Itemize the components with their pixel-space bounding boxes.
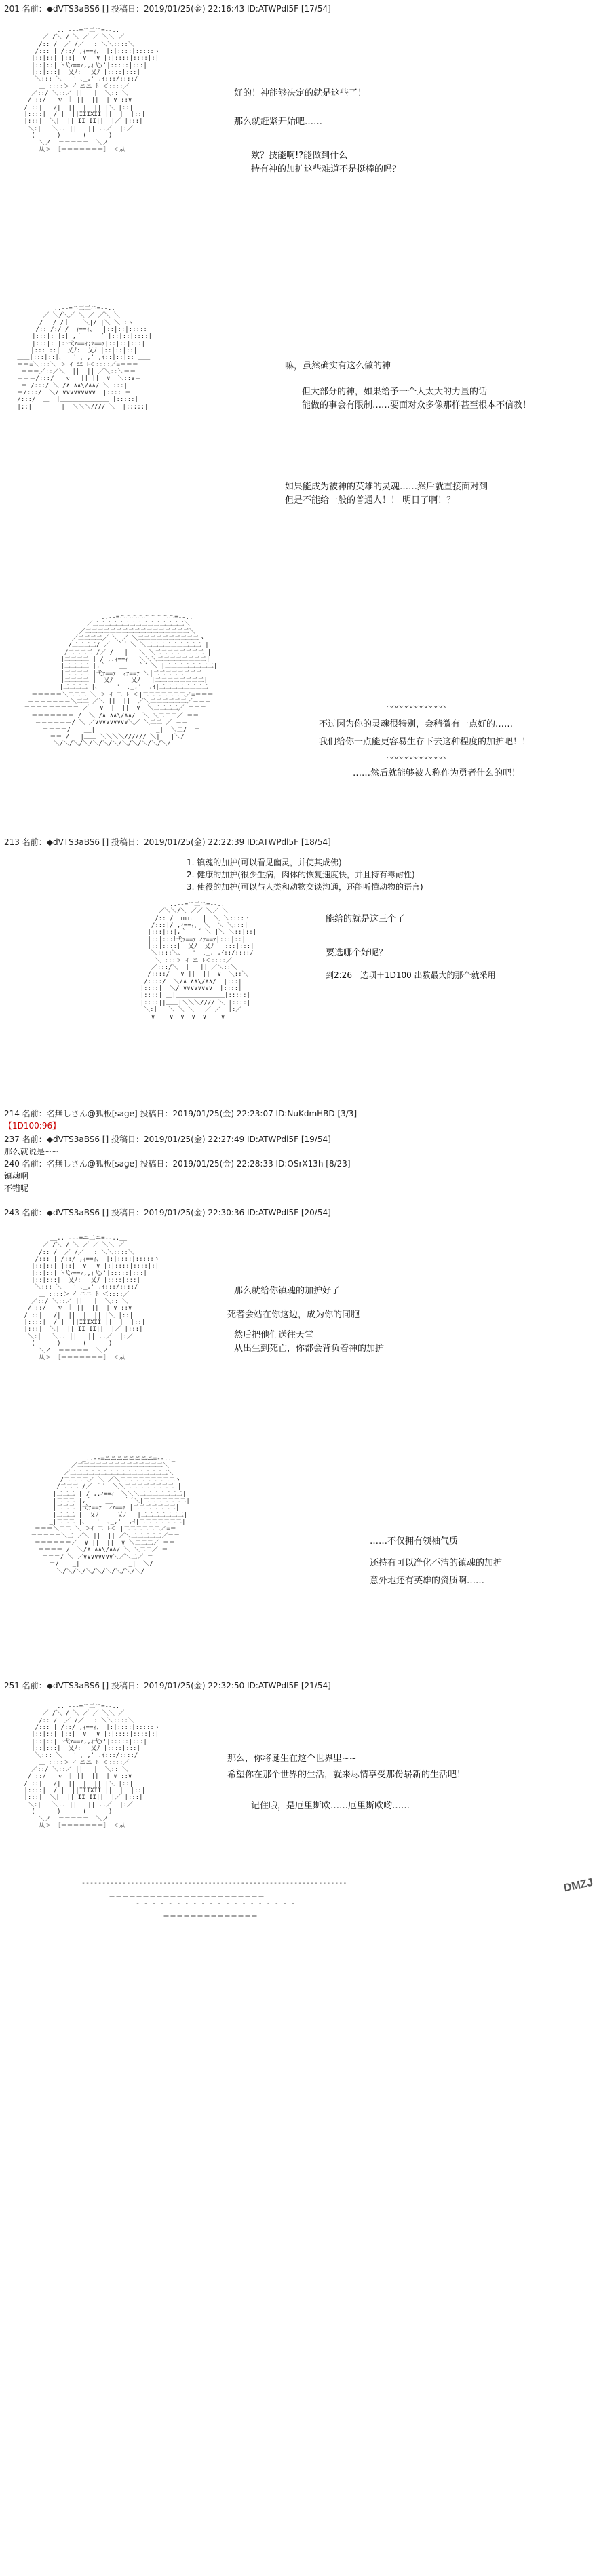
post-header-240: 240 名前：名無しさん@狐板[sage] 投稿日：2019/01/25(金) 22:28:33 ID:OSrX13h [8/23] bbox=[4, 1159, 351, 1169]
speech-243-5: ……不仅拥有领袖气质 bbox=[370, 1536, 459, 1547]
footer-divider: ----------------------------------------------------------------- bbox=[81, 1880, 347, 1887]
post-header-214: 214 名前：名無しさん@狐板[sage] 投稿日：2019/01/25(金) 22:23:07 ID:NuKdmHBD [3/3] bbox=[4, 1109, 358, 1118]
speech-213-2: 要选哪个好呢？ bbox=[326, 948, 388, 958]
wave-decoration-2: ⌒⌒⌒⌒⌒⌒⌒⌒⌒⌒⌒⌒ bbox=[387, 753, 446, 763]
aa-art-2: _..-‐=ニ二二ニ=‐-.._ ／ ＼/＼／ ＼ ／ ／＼ ＼ / / /｜ ＼|/ |＼ ＼ :ヽ /:: /:/ / ｨ==ｨ、 |::|::|:::::| |:::|: |:| ,｀ ´ |::|::|::::| |:::|: |:ﾄ弋ｧ==ｨ;ﾃ==ｧ|::|::|:::| |:::|::| 乂ﾉ: 乂ﾉ |::|::|::| ＿＿|:::|::|､ ' ､_,' ,ｲ::|::|::|＿＿ ＝＝=＼:::＼ ＞ ｲ ﾆﾆ ﾄ＜::::／=＝＝＝ ＝＝＝／::／＼ || || ／＼::＼＝＝ ＝＝＝/:::/ ｖ || || ∨ ＼::∨＝ ＝ /:::/ ＼ /∧ ∧∧\/∧∧/ ＼|:::| ＝/:::/ ＼/ ∨∨∨∨∨∨∨∨∨ |::::|＝ /:::/ ＿__|＿＿＿＿＿＿＿＿_|:::::| |::| |＿＿＿| ＼＼＼//// ＼ |:::::| bbox=[17, 305, 153, 411]
speech-201-11: 我们给你一点能更容易生存下去这种程度的加护吧！！ bbox=[319, 737, 531, 747]
speech-201-4: 持有神的加护这些难道不是挺棒的吗？ bbox=[251, 164, 402, 174]
speech-201-7: 能做的事会有限制……要面对众多像那样甚至根本不信教！ bbox=[302, 400, 532, 411]
speech-201-12: ……然后就能够被人称作为勇者什么的吧！ bbox=[353, 768, 521, 778]
roll-instruction: 到2:26 选项＋1D100 出数最大的那个就采用 bbox=[326, 970, 496, 980]
speech-201-9: 但是不能给一般的普通人！！ 明日了啊！？ bbox=[285, 495, 456, 506]
speech-243-2: 死者会站在你这边，成为你的同胞 bbox=[227, 1310, 360, 1320]
option-3: 3. 使役的加护(可以与人类和动物交谈沟通，还能听懂动物的语言) bbox=[187, 882, 423, 892]
aa-art-3: _..-‐=ニニニニニニニニニ=‐-.._ ／二二二二二二二二二二二二二二二＼ ／二二二二二二二二二二二二二二二二二＼ ／二二二二／ ＼ ／ ＼二二二二二二二二二二ヽ /二二二二/ ／ ｀´ ＼ ＼二二二二二二二二二 | /二二二二 /／ / | ＼ ＼二二二二二二二二 | |二二二二 | / ,.ｨ==ｨ ＼＼＼二二二二二二二二| |二二二二 |,｀ __ ｀´ ＼ |二二二二二二二二| |二二二二 |弋ｧ==ｧ ｨｧ==ｧ ＼|二二二二二二二二| |二二二二 | 乂ﾉ 乂ﾉ |二二二二二二二二| ＿|二二二二 |､ ' ､_,' ,ｲ|二二二二二二二二|＿ ＝＝＝＝＝＼二二二 ＼ ＞ ｲ 二 ﾄ ＜|二二二二二二二／=＝＝＝ ＝＝＝＝＝＝＝＼二二 ／＼ || || ／＼二二二二二二／＝＝＝ ＝＝＝＝＝＝＝＝＝ ／ ∨ || || ∨ ＼二二二二／ ＝＝＝ ＝＝＝＝＝＝＝ / ＼ /∧ ∧∧\/∧∧/ ＼ ＼二二二／ ＝＝ ＝＝＝＝＝＝/ ＼ ／∨∨∨∨∨∨∨∨∨＼／ ＼二二 ／ ＝＝ ＝＝＝＝/ ＿__|＿＿＿＿＿＿＿＿＿＿_| ＼二/ ＝ ＝＝ / |＿＿|＼＼＼＼////// ＼| |＼/ ＼/＼/＼/＼/＼/＼/＼/＼/＼/＼/＼/＼/ bbox=[24, 614, 218, 748]
speech-201-8: 如果能成为被神的英雄的灵魂……然后就直接面对到 bbox=[285, 482, 488, 492]
option-2: 2. 健康的加护(很少生病，肉体的恢复速度快，并且持有毒耐性) bbox=[187, 870, 415, 879]
speech-201-1: 好的！神能够决定的就是这些了！ bbox=[234, 88, 367, 98]
footer-divider-3: - - - - - - - - - - - - - - - - - - - - bbox=[136, 1900, 295, 1908]
speech-251-3: 记住哦，是厄里斯欧……厄里斯欧哟…… bbox=[251, 1801, 410, 1811]
speech-201-5: 嘛，虽然确实有这么做的神 bbox=[285, 361, 391, 371]
speech-243-7: 意外地还有英雄的资质啊…… bbox=[370, 1576, 485, 1586]
speech-201-6: 但大部分的神，如果给予一个人太大的力量的话 bbox=[302, 387, 488, 397]
aa-art-1: __.. --‐=ニ二ニ=‐-..__ ／ /＼ / ＼ ／ ／ ＼＼ ／ /:: / ／ /／ |: ＼＼::::＼ /::: | /::/ ,ｨ==ｨ、 |:|::::|:::::ヽ |::|::| |::| ∨ ∨ |:|::::|::::|:| |::|::| ﾄ弋ｧ==ｧ,,ｨ弋ｧ'|:::::|:::| |::|:::| 乂ﾉ: 乂ﾉ |::::|:::| ＼::: ＼ ' ､_,' .ｲ:::/::::/ ＿ ::::＞ ｲ ニニ ﾄ ＜::::／ ／::/ ＼::／ || || ＼:: ＼ / ::/ ｖ ｜ || || | ∨ ::∨ / ::| /| || || || |＼ |::| |::::| / | ||IIIXII || | |::| |:::| ＼| || II II|| |／ |:::| ＼:| ＼.. || || ..／ |:／ ( ) ( ) ＼ノ ＝＝＝＝＝ ＼ノ 从＞ ［＝＝＝＝＝＝＝］ ＜从 bbox=[24, 27, 160, 153]
aa-art-4: _..-‐=ニ二ニ=‐-.._ ／＼＼/＼ ／／ ＼／ ＼ /:: / ｍｎ | ＼ ＼::::ヽ /:::|/ ,ｨ==ｨ、 ＼ ＼ ＼:::| |:::|::|,｀ ´ ＼ |＼ ＼::|::| |::|:::ﾄ弋ｧ==ｧ ｨｧ==ｧ|:::|::| |::|::::| 乂ﾉ 乂ﾉ |:::|:::| ＼::::＼､ ' ､_, ,ｲ::/::::/ ＼ :::＞ ｲ ニ ﾄ＜::::／ ／:::/＼ || || ／＼::＼ /::::/ ∨ || || ∨ ＼::＼ /::::/ ＼/∧ ∧∧\/∧∧/ |:::| |::::| ＼/ ∨∨∨∨∨∨∨∨ |::::| |::::| ＿|＿＿＿＿＿＿＿＿|:::::| |::::||＿＿|＼＼＼//// ＼ |::::| ＼:| ＼ ＼ ＼ ／ ／ |:／ ∨ ∨ ∨ ∨ ∨ ∨ bbox=[140, 901, 257, 1021]
site-watermark: DMZJ bbox=[563, 1876, 595, 1895]
post-header-243: 243 名前：◆dVTS3aBS6 [] 投稿日：2019/01/25(金) 22:30:36 ID:ATWPdl5F [20/54] bbox=[4, 1208, 331, 1217]
post-header-237: 237 名前：◆dVTS3aBS6 [] 投稿日：2019/01/25(金) 22:27:49 ID:ATWPdl5F [19/54] bbox=[4, 1135, 331, 1144]
post-header-251: 251 名前：◆dVTS3aBS6 [] 投稿日：2019/01/25(金) 22:32:50 ID:ATWPdl5F [21/54] bbox=[4, 1681, 331, 1690]
post-214-body: 【1D100:96】 bbox=[4, 1121, 61, 1131]
speech-201-2: 那么就赶紧开始吧…… bbox=[234, 117, 323, 127]
speech-201-10: 不过因为你的灵魂很特别，会稍微有一点好的…… bbox=[319, 719, 514, 730]
speech-243-4: 从出生到死亡，你都会背负着神的加护 bbox=[234, 1344, 385, 1354]
speech-201-3: 欸？技能啊!?能做到什么 bbox=[251, 151, 348, 161]
post-237-body: 那么就说是~~ bbox=[4, 1147, 59, 1156]
footer-divider-2: ＝＝＝＝＝＝＝＝＝＝＝＝＝＝＝＝＝＝＝＝＝＝＝ bbox=[109, 1893, 265, 1900]
speech-243-3: 然后把他们送往天堂 bbox=[234, 1330, 314, 1340]
speech-243-6: 还持有可以净化不洁的镇魂的加护 bbox=[370, 1558, 503, 1568]
post-header-213: 213 名前：◆dVTS3aBS6 [] 投稿日：2019/01/25(金) 22:22:39 ID:ATWPdl5F [18/54] bbox=[4, 837, 331, 847]
aa-art-6: _..-‐=ニニニニニニニニ=‐-.._ ／二二二二二二二二二二二二二二＼ ／二二二二二二二二二二二二二二二二＼ /二二二二／ ＼ ／＼二二二二二二二二二ヽ /二二二 /／ ｀´ ＼＼二二二二二二二二 | |二二二 | / ,.ｨ==ｨ ＼＼＼二二二二二二二| |二二二 |,｀ __ ｀´＼|二二二二二二二| |二二二 |弋ｧ==ｧ ｨｧ==ｧ |二二二二二二二| |二二二 | 乂ﾉ 乂ﾉ |二二二二二二二| _|二二二 |､ ' ､_,' ,ｲ|二二二二二二二| ＝＝＝＼二二 ＼ ＞ｲ 二 ﾄ＜ |二二二二二二／=＝ ＝＝＝＝＝＼二 ／＼ || || ／＼二二二二二／＝＝ ＝＝＝＝＝＝／ ∨ || || ∨ ＼二二二／ ＝＝ ＝＝＝＝ / ＼/∧ ∧∧\/∧∧/ ＼ ＼二二／ ＝ ＝＝＝/ ＼ ／∨∨∨∨∨∨∨∨＼／＼二／ ＝ ＝/ ＿_|＿＿＿＿＿＿＿＿_| ＼/ ＼/＼/＼/＼/＼/＼/＼/＼/＼/ bbox=[31, 1456, 190, 1575]
speech-251-2: 希望你在那个世界的生活，就来尽情享受那份崭新的生活吧！ bbox=[227, 1770, 466, 1780]
speech-213-1: 能给的就是这三个了 bbox=[326, 914, 406, 924]
aa-art-7: __.. --‐=ニ二ニ=‐-..__ ／ /＼ / ＼ ／ ／ ＼＼ ／ /:: / ／ /／ |: ＼＼::::＼ /::: | /::/ ,ｨ==ｨ、 |:|::::|:::::ヽ |::|::| |::| ∨ ∨ |:|::::|::::|:| |::|::| ﾄ弋ｧ==ｧ,,ｨ弋ｧ'|:::::|:::| |::|:::| 乂ﾉ: 乂ﾉ |::::|:::| ＼::: ＼ ' ､_,' .ｲ:::/::::/ ＿ ::::＞ ｲ ニニ ﾄ ＜::::／ ／::/ ＼::／ || || ＼:: ＼ / ::/ ｖ ｜ || || | ∨ ::∨ / ::| /| || || || |＼ |::| |::::| / | ||IIIXII || | |::| |:::| ＼| || II II|| |／ |:::| ＼:| ＼.. || || ..／ |:／ ( ) ( ) ＼ノ ＝＝＝＝＝ ＼ノ 从＞ ［＝＝＝＝＝＝＝］ ＜从 bbox=[24, 1703, 160, 1830]
speech-243-1: 那么就给你镇魂的加护好了 bbox=[234, 1286, 341, 1296]
post-header-201: 201 名前：◆dVTS3aBS6 [] 投稿日：2019/01/25(金) 22:16:43 ID:ATWPdl5F [17/54] bbox=[4, 4, 331, 14]
post-240-line-1: 镇魂啊 bbox=[4, 1171, 29, 1181]
post-240-line-2: 不错呢 bbox=[4, 1183, 29, 1193]
option-1: 1. 镇魂的加护(可以看见幽灵，并使其成佛) bbox=[187, 858, 342, 867]
wave-decoration: ⌒⌒⌒⌒⌒⌒⌒⌒⌒⌒⌒⌒ bbox=[387, 702, 446, 712]
speech-251-1: 那么，你将诞生在这个世界里~~ bbox=[227, 1754, 357, 1764]
aa-art-5: __.. --‐=ニ二ニ=‐-..__ ／ /＼ / ＼ ／ ／ ＼＼ ／ /:: / ／ /／ |: ＼＼::::＼ /::: | /::/ ,ｨ==ｨ、 |:|::::|:::::ヽ |::|::| |::| ∨ ∨ |:|::::|::::|:| |::|::| ﾄ弋ｧ==ｧ,,ｨ弋ｧ'|:::::|:::| |::|:::| 乂ﾉ: 乂ﾉ |::::|:::| ＼::: ＼ ' ､_,' .ｲ:::/::::/ ＿ ::::＞ ｲ ニニ ﾄ ＜::::／ ／::/ ＼::／ || || ＼:: ＼ / ::/ ｖ ｜ || || | ∨ ::∨ / ::| /| || || || |＼ |::| |::::| / | ||IIIXII || | |::| |:::| ＼| || II II|| |／ |:::| ＼:| ＼.. || || ..／ |:／ ( ) ( ) ＼ノ ＝＝＝＝＝ ＼ノ 从＞ ［＝＝＝＝＝＝＝］ ＜从 bbox=[24, 1235, 160, 1361]
footer-divider-4: ＝＝＝＝＝＝＝＝＝＝＝＝＝＝ bbox=[163, 1913, 258, 1920]
